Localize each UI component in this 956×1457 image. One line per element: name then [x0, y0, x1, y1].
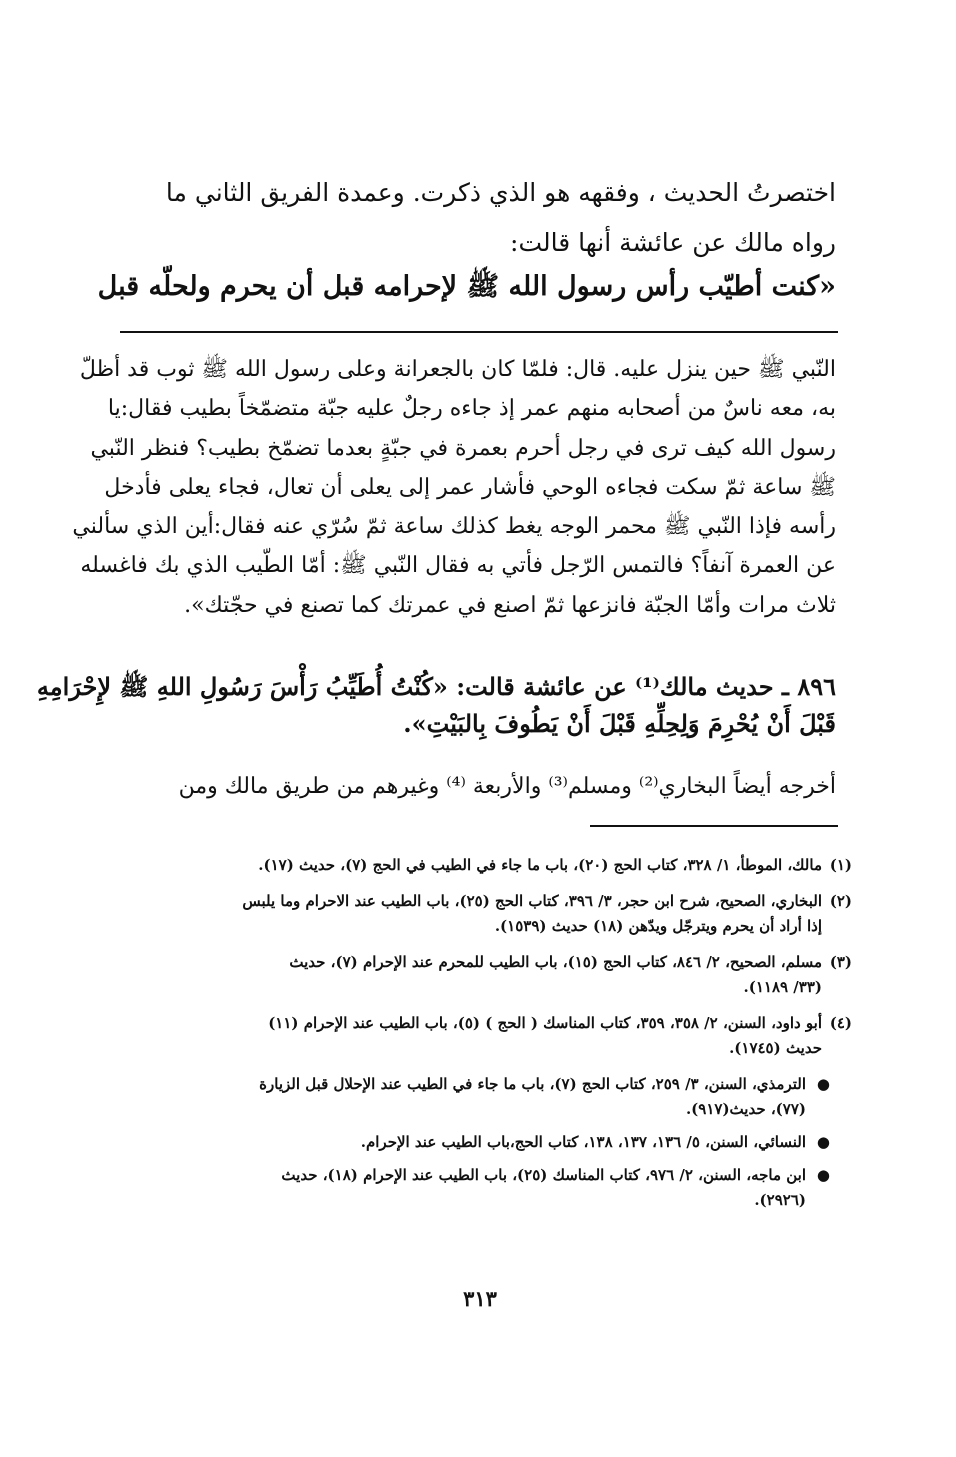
- bullet-icon: ●: [816, 1166, 830, 1184]
- footnote-text: حديث (١٧٤٥).: [729, 1039, 822, 1057]
- footnote-2: [118, 889, 852, 939]
- text-line: ٨٩٦ ـ حديث مالك⁽¹⁾ عن عائشة قالت: «كُنْتُ أُطَيِّبُ رَأْسَ رَسُولِ اللهِ ﷺ لإِحْرَامِهِ: [36, 672, 836, 701]
- footnote-text: ابن ماجه، السنن، ٢/ ٩٧٦، كتاب المناسك (٢٥)، باب الطيب عند الإحرام (١٨)، حديث: [281, 1166, 806, 1184]
- footnote-text: إذا أراد أن يحرم ويترجّل ويدّهن (١٨) حديث (١٥٣٩).: [494, 917, 822, 935]
- footnote-text: الترمذي، السنن، ٣/ ٢٥٩، كتاب الحج (٧)، باب ما جاء في الطيب عند الإحلال قبل الزيارة: [259, 1075, 806, 1093]
- bullet-icon: ●: [816, 1133, 830, 1151]
- text-line: ﷺ ساعة ثمّ سكت فجاءه الوحي فأشار عمر إلى يعلى أن تعال، فجاء يعلى فأدخل: [104, 474, 836, 500]
- footnote-number: (٣): [829, 953, 852, 971]
- takhrij-paragraph: [118, 767, 836, 807]
- footnote-number: (٢): [829, 892, 852, 910]
- quoted-hadith-line: [97, 262, 836, 312]
- footnote-4: [118, 1011, 852, 1061]
- footnote-text: مالك، الموطأ، ١/ ٣٢٨، كتاب الحج (٢٠)، باب ما جاء في الطيب في الحج (٧)، حديث (١٧).: [258, 856, 822, 874]
- text-line: رسول الله كيف ترى في رجل أحرم بعمرة في جبّةٍ بعدما تضمّخ بطيب؟ فنظر النّبي: [90, 435, 836, 461]
- footnote-bullet-tirmidhi: [118, 1072, 852, 1122]
- footnote-1: [118, 853, 852, 878]
- continuation-text: [118, 168, 836, 268]
- footnote-text: النسائي، السنن، ٥/ ١٣٦، ١٣٧، ١٣٨، كتاب الحج،باب الطيب عند الإحرام.: [360, 1133, 806, 1151]
- text-line: به، معه ناسٌ من أصحابه منهم عمر إذ جاءه رجلٌ عليه جبّة متضمّخاً بطيب فقال:يا: [107, 396, 836, 422]
- text-line: قَبْلَ أَنْ يُحْرِمَ وَلِحِلِّهِ قَبْلَ أَنْ يَطُوفَ بِالبَيْتِ».: [403, 709, 836, 738]
- text-line: «كنت أطيّب رأس رسول الله ﷺ لإحرامه قبل أن يحرم ولحلّه قبل: [97, 271, 836, 302]
- footnote-divider: [590, 825, 838, 827]
- footnote-3: [118, 950, 852, 1000]
- text-line: ثلاث مرات وأمّا الجبّة فانزعها ثمّ اصنع في عمرتك كما تصنع في حجّتك».: [184, 592, 836, 618]
- footnote-text: (٧٧)، حديث(٩١٧).: [685, 1100, 806, 1118]
- hadith-narration: [72, 350, 836, 625]
- footnote-number: (١): [829, 856, 852, 874]
- footnotes: [118, 853, 852, 1221]
- text-line: عن العمرة آنفاً؟ فالتمس الرّجل فأتي به فقال النّبي ﷺ: أمّا الطّيب الذي بك فاغسله: [80, 553, 836, 579]
- text-line: رأسه فإذا النّبي ﷺ محمر الوجه يغط كذلك ساعة ثمّ سُرّي عنه فقال:أين الذي سألني: [72, 514, 836, 540]
- section-divider: [120, 331, 838, 333]
- bullet-icon: ●: [816, 1075, 830, 1093]
- footnote-text: البخاري، الصحيح، شرح ابن حجر، ٣/ ٣٩٦، كتاب الحج (٢٥)، باب الطيب عند الاحرام وما يلبس: [242, 892, 822, 910]
- text-line: النّبي ﷺ حين ينزل عليه. قال: فلمّا كان بالجعرانة وعلى رسول الله ﷺ ثوب قد أظلّ: [79, 357, 836, 382]
- footnote-text: (٢٩٢٦).: [754, 1191, 806, 1209]
- text-line: رواه مالك عن عائشة أنها قالت:: [510, 228, 836, 257]
- footnote-text: مسلم، الصحيح، ٢/ ٨٤٦، كتاب الحج (١٥)، باب الطيب للمحرم عند الإحرام (٧)، حديث: [289, 953, 822, 971]
- footnote-bullet-ibn-majah: [118, 1163, 852, 1213]
- footnote-text: أبو داود، السنن، ٢/ ٣٥٨، ٣٥٩، كتاب المناسك ( الحج ) (٥)، باب الطيب عند الإحرام (١١): [268, 1014, 822, 1032]
- page-number: ٣١٣: [463, 1286, 497, 1311]
- footnote-text: (٣٣/ ١١٨٩).: [743, 978, 822, 996]
- text-line: اختصرتُ الحديث ، وفقهه هو الذي ذكرت. وعمدة الفريق الثاني ما: [165, 178, 836, 207]
- text-line: أخرجه أيضاً البخاري⁽²⁾ ومسلم⁽³⁾ والأربعة ⁽⁴⁾ وغيرهم من طريق مالك ومن: [178, 774, 836, 799]
- footnote-number: (٤): [829, 1014, 852, 1032]
- hadith-896: [36, 668, 836, 742]
- footnote-bullet-nasai: [118, 1130, 852, 1155]
